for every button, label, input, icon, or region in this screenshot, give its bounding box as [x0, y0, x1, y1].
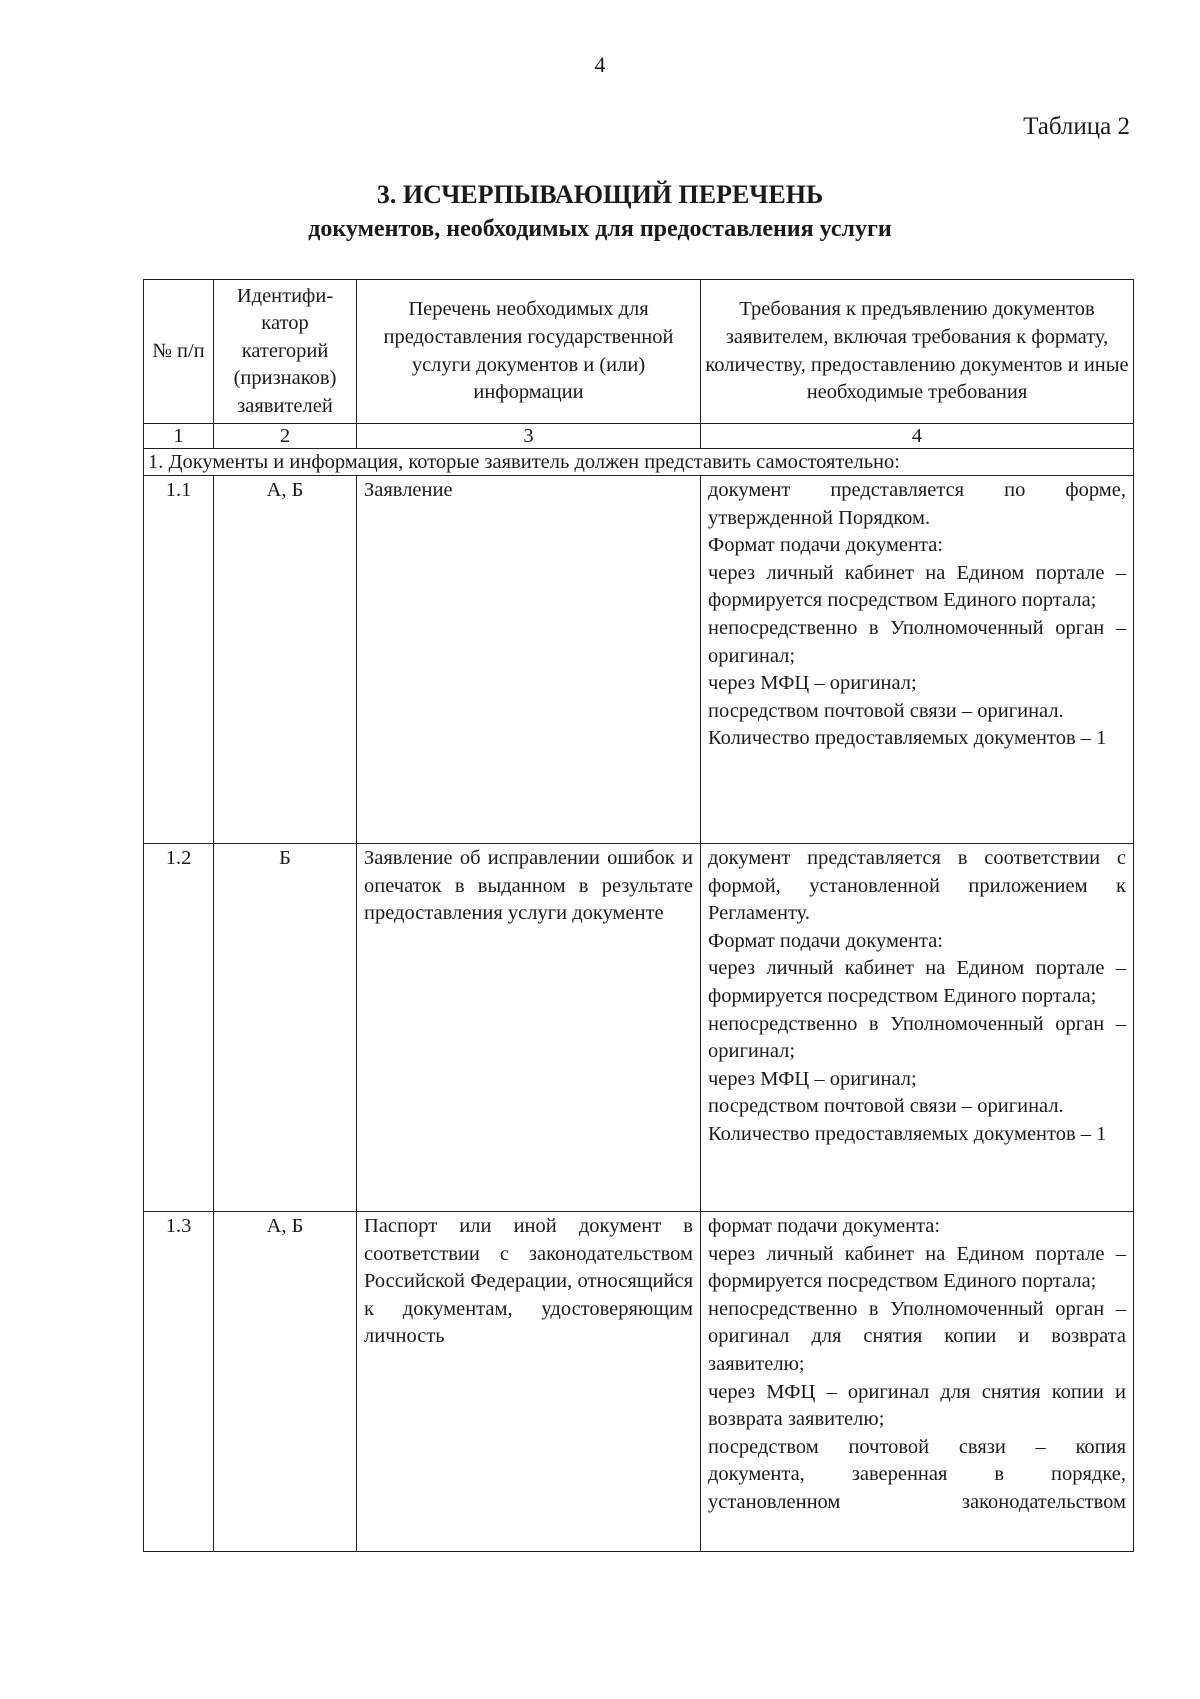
section-row	[144, 449, 1134, 476]
requirement-line: посредством почтовой связи – оригинал.	[708, 1095, 1064, 1118]
requirement-line: через личный кабинет на Едином портале – формируется посредством Единого портала;	[708, 1242, 1126, 1293]
row-category: Б	[214, 844, 357, 1212]
column-number: 1	[144, 424, 214, 449]
document-title: 3. ИСЧЕРПЫВАЮЩИЙ ПЕРЕЧЕНЬ	[376, 180, 824, 209]
row-number: 1.3	[144, 1212, 214, 1552]
requirement-line: Формат подачи документа:	[708, 534, 943, 557]
requirement-line: непосредственно в Уполномоченный орган – оригинал;	[708, 616, 1126, 667]
requirement-line: непосредственно в Уполномоченный орган – оригинал для снятия копии и возврата заявителю;	[708, 1297, 1126, 1375]
header-cell-number: № п/п	[144, 280, 214, 424]
header-cell-requirements: Требования к предъявлению документов заявителем, включая требования к формату, количеству, предоставлению документов и иные необходимые требования	[701, 280, 1134, 424]
row-document: Заявление об исправлении ошибок и опечаток в выданном в результате предоставления услуги документе	[357, 844, 701, 1212]
requirement-line: через МФЦ – оригинал;	[708, 672, 917, 695]
requirement-line: Количество предоставляемых документов – 1	[708, 727, 1107, 750]
requirement-line: через личный кабинет на Едином портале – формируется посредством Единого портала;	[708, 561, 1126, 612]
requirement-line: посредством почтовой связи – копия документа, заверенная в порядке, установленном законодательством	[708, 1435, 1126, 1513]
requirement-line: непосредственно в Уполномоченный орган – оригинал;	[708, 1012, 1126, 1063]
requirement-line: через личный кабинет на Едином портале – формируется посредством Единого портала;	[708, 957, 1126, 1007]
page-number: 4	[594, 52, 606, 77]
section-title: 1. Документы и информация, которые заявитель должен представить самостоятельно:	[144, 449, 1134, 476]
row-document: Заявление	[357, 476, 701, 844]
row-number: 1.1	[144, 476, 214, 844]
column-number: 2	[214, 424, 357, 449]
requirement-line: посредством почтовой связи – оригинал.	[708, 699, 1064, 722]
requirement-line: документ представляется по форме, утвержденной Порядком.	[708, 479, 1126, 529]
header-cell-documents: Перечень необходимых для предоставления государственной услуги документов и (или) информации	[357, 280, 701, 424]
requirement-line: через МФЦ – оригинал для снятия копии и возврата заявителю;	[708, 1380, 1126, 1431]
requirement-line: Количество предоставляемых документов – 1	[708, 1122, 1107, 1145]
row-category: А, Б	[214, 476, 357, 844]
requirement-line: Формат подачи документа:	[708, 929, 943, 952]
row-requirements	[701, 476, 1134, 844]
requirement-line: через МФЦ – оригинал;	[708, 1067, 917, 1090]
table-row	[144, 476, 1134, 844]
row-document: Паспорт или иной документ в соответствии с законодательством Российской Федерации, относящийся к документам, удостоверяющим личность	[357, 1212, 701, 1552]
table-row	[144, 1212, 1134, 1552]
table-header-row	[144, 280, 1134, 424]
table-caption: Таблица 2	[1023, 113, 1130, 140]
header-cell-category: Идентифи-катор категорий (признаков) заявителей	[214, 280, 357, 424]
row-number: 1.2	[144, 844, 214, 1212]
document-subtitle: документов, необходимых для предоставления услуги	[308, 216, 892, 242]
row-category: А, Б	[214, 1212, 357, 1552]
documents-table	[143, 279, 1134, 1552]
table-row	[144, 844, 1134, 1212]
column-number: 3	[357, 424, 701, 449]
requirement-line: формат подачи документа:	[708, 1215, 941, 1237]
row-requirements	[701, 1212, 1134, 1552]
requirement-line: документ представляется в соответствии с формой, установленной приложением к Регламенту.	[708, 847, 1126, 925]
column-number: 4	[701, 424, 1134, 449]
row-requirements	[701, 844, 1134, 1212]
column-number-row	[144, 424, 1134, 449]
